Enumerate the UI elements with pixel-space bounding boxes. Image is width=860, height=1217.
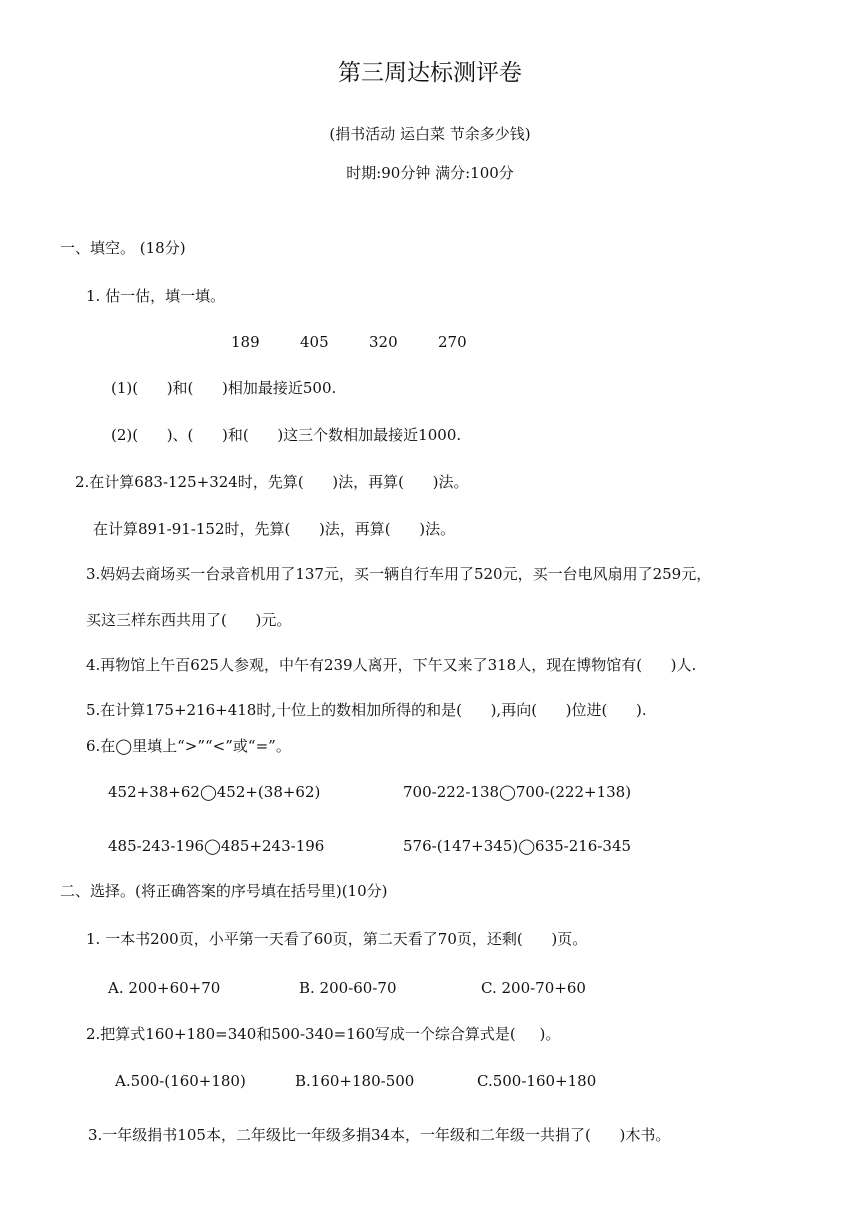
question-2-2: 2.把算式160+180=340和500-340=160写成一个综合算式是( )。 (86, 1025, 561, 1043)
question-1-3-line1: 3.妈妈去商场买一台录音机用了137元，买一辆自行车用了520元，买一台电风扇用了259元， (86, 565, 712, 583)
question-1-1-sub2: (2)( )、( )和( )这三个数相加最接近1000. (111, 426, 462, 444)
compare-expression: 452+38+62◯452+(38+62) (108, 783, 321, 801)
question-1-6: 6.在◯里填上“>”“<”或“=”。 (86, 737, 291, 755)
page-title: 第三周达标测评卷 (338, 60, 522, 86)
compare-expression: 576-(147+345)◯635-216-345 (403, 837, 632, 855)
compare-expression: 700-222-138◯700-(222+138) (403, 783, 632, 801)
question-1-1-sub1: (1)( )和( )相加最接近500. (111, 379, 337, 397)
question-1-2-line2: 在计算891-91-152时，先算( )法，再算( )法。 (93, 520, 456, 538)
compare-expression: 485-243-196◯485+243-196 (108, 837, 325, 855)
section-1-heading: 一、填空。 (18分) (60, 239, 186, 257)
section-2-heading: 二、选择。(将正确答案的序号填在括号里)(10分) (60, 882, 388, 900)
question-2-1: 1. 一本书200页，小平第一天看了60页，第二天看了70页，还剩( )页。 (86, 930, 588, 948)
question-1-1: 1. 估一估，填一填。 (86, 287, 226, 305)
exam-time-score: 时期:90分钟 满分:100分 (346, 164, 514, 182)
estimate-number: 320 (369, 333, 398, 351)
choice-option-b: B. 200-60-70 (299, 979, 397, 997)
question-1-3-line2: 买这三样东西共用了( )元。 (86, 611, 292, 629)
question-2-3: 3.一年级捐书105本，二年级比一年级多捐34本，一年级和二年级一共捐了( )木书。 (88, 1126, 671, 1144)
question-1-5: 5.在计算175+216+418时,十位上的数相加所得的和是( ),再向( )位进( ). (86, 701, 647, 719)
estimate-number: 270 (438, 333, 467, 351)
choice-option-a: A. 200+60+70 (108, 979, 221, 997)
estimate-number: 189 (231, 333, 260, 351)
question-1-2-line1: 2.在计算683-125+324时，先算( )法，再算( )法。 (75, 473, 469, 491)
choice-option-b: B.160+180-500 (295, 1072, 415, 1090)
choice-option-c: C. 200-70+60 (481, 979, 586, 997)
question-1-4: 4.再物馆上午百625人参观，中午有239人离开，下午又来了318人，现在博物馆有( )人. (86, 656, 697, 674)
estimate-number: 405 (300, 333, 329, 351)
choice-option-a: A.500-(160+180) (115, 1072, 246, 1090)
page-subtitle: (捐书活动 运白菜 节余多少钱) (329, 125, 531, 143)
choice-option-c: C.500-160+180 (477, 1072, 597, 1090)
